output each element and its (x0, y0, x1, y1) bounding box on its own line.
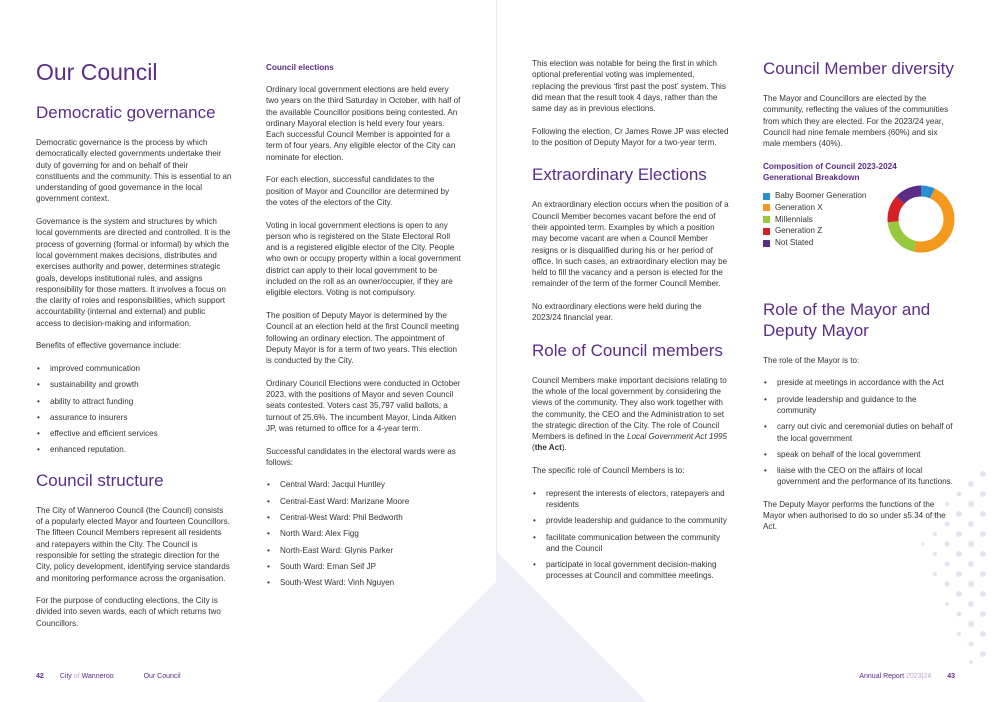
mayor-intro: The role of the Mayor is to: (763, 355, 860, 365)
extraordinary-paragraph-2: No extraordinary elections were held during the 2023/24 financial year. (532, 302, 702, 323)
deputy-election-paragraph: Following the election, Cr James Rowe JP was elected to the position of Deputy Mayor for a two-year term. (532, 126, 729, 148)
left-footer (36, 672, 181, 681)
benefits-list (36, 363, 232, 456)
donut-chart (885, 183, 957, 255)
elections-paragraph-2: For each election, successful candidates to the position of Mayor and Councillor are determined by the votes of the electors of the City. (266, 175, 450, 207)
council-roles-list (532, 488, 729, 582)
list-item: • provide leadership and guidance to the community (532, 515, 729, 526)
right-footer (859, 672, 955, 681)
column-1 (36, 56, 232, 640)
list-item: • represent the interests of electors, ratepayers and residents (532, 488, 729, 511)
act-short-name: the Act (534, 443, 562, 453)
list-item: • assurance to insurers (36, 412, 232, 423)
right-page (497, 0, 993, 702)
role-text: Council Members make important decisions relating to the whole of the local government by considering the views of the community. They also work together with the community, the CEO and the Administration to set the strategic direction of the City. The role of Council Members is defined in the (532, 375, 727, 442)
list-item: • effective and efficient services (36, 428, 232, 439)
chart-subtitle: Generational Breakdown (763, 172, 860, 182)
generational-chart (763, 191, 957, 273)
list-item: • Central Ward: Jacqui Huntley (266, 479, 462, 490)
list-item: • preside at meetings in accordance with the Act (763, 377, 957, 388)
elections-paragraph-6: Successful candidates in the electoral wards were as follows: (266, 446, 456, 467)
elections-paragraph-4: The position of Deputy Mayor is determined by the Council at an election held at the first Council meeting following an ordinary election. The appointment of Deputy Mayor is for a term of two years. This election is conducted by the City. (266, 310, 460, 366)
list-item: • Central-East Ward: Marizane Moore (266, 496, 462, 507)
column-2 (266, 60, 462, 599)
legend-label: Not Stated (775, 238, 814, 248)
legend-swatch (763, 216, 770, 223)
brand-city: City (59, 673, 72, 680)
brand-name: Wanneroo (81, 673, 114, 680)
role-paragraph-1 (532, 375, 729, 454)
list-item: • liaise with the CEO on the affairs of local government and the performance of its functions. (763, 465, 957, 488)
role-text-open: ( (532, 443, 535, 453)
legend-label: Generation X (775, 202, 823, 212)
list-item: • improved communication (36, 363, 232, 374)
page-number: 42 (36, 673, 44, 680)
legend-label: Generation Z (775, 226, 823, 236)
chart-title (763, 161, 957, 183)
list-item: • South Ward: Eman Seif JP (266, 561, 462, 572)
election-note-paragraph: This election was notable for being the first in which optional preferential voting was implemented, replacing the previous ‘first past the post’ system. This did mean that the result took 4 days, rather than the same day as in previous elections. (532, 59, 726, 114)
page-number: 43 (947, 673, 955, 680)
list-item: • enhanced reputation. (36, 444, 232, 455)
democratic-paragraph-1: Democratic governance is the process by which democratically elected governments undertake their duty of governing for and on behalf of their constituents and the community. This is essential to an understanding of good governance in the local government context. (36, 138, 232, 204)
list-item: • provide leadership and guidance to the community (763, 394, 957, 417)
list-item: • North-East Ward: Glynis Parker (266, 545, 462, 556)
legend-swatch (763, 204, 770, 211)
structure-paragraph-1: The City of Wanneroo Council (the Council) consists of a popularly elected Mayor and fourteen Councillors. The fifteen Council Members represent all residents and ratepayers within the City. The Council is responsible for setting the strategic direction for the City, policy development, identifying service standards and monitoring performance across the organisation. (36, 505, 230, 583)
list-item: • participate in local government decision-making processes at Council and committee meetings. (532, 559, 729, 582)
council-elections-heading: Council elections (266, 63, 334, 72)
list-item: • sustainability and growth (36, 379, 232, 390)
democratic-governance-heading: Democratic governance (36, 103, 216, 122)
legend-label: Baby Boomer Generation (775, 190, 867, 200)
list-item: • South-West Ward: Vinh Nguyen (266, 577, 462, 588)
extraordinary-elections-heading: Extraordinary Elections (532, 165, 707, 185)
legend-swatch (763, 193, 770, 200)
democratic-paragraph-2: Governance is the system and structures by which local governments are directed and controlled. It is the process of governing (formal or informal) by which the local government makes decisions, distributes and exercises authority and power, determines strategic goals, develops institutional rules, and assigns responsibility for those matters. It involves a focus on the clarity of roles and responsibilities, which support accountability (internal and external) and public access to decision-making and information. (36, 217, 231, 328)
list-item: • ability to attract funding (36, 396, 232, 407)
deputy-mayor-paragraph: The Deputy Mayor performs the functions of the Mayor when authorised to do so under s5.34 of the Act. (763, 499, 946, 532)
report-year: 2023|24 (906, 673, 932, 680)
list-item: • carry out civic and ceremonial duties on behalf of the local government (763, 421, 957, 444)
council-structure-heading: Council structure (36, 470, 164, 490)
list-item: • North Ward: Alex Figg (266, 528, 462, 539)
brand-of: of (73, 673, 80, 680)
diversity-paragraph: The Mayor and Councillors are elected by the community, reflecting the values of the communities from which they are elected. For the 2023/24 year, Council had nine female members (60%) and six male members (40%). (763, 94, 949, 149)
footer-section: Our Council (143, 673, 181, 680)
role-text-close: ). (561, 443, 567, 453)
column-4 (763, 56, 957, 544)
elections-paragraph-3: Voting in local government elections is open to any person who is registered on the State Electoral Roll and is a registered eligible elector of the City. People who own or occupy property within a local government district can apply to their local government to be included on the roll as an owner/occupier, if they are eligible electors. Voting is not compulsory. (266, 220, 461, 298)
structure-paragraph-2: For the purpose of conducting elections, the City is divided into seven wards, each of which returns two Councillors. (36, 596, 221, 628)
decorative-triangle (376, 582, 496, 702)
list-item: • facilitate communication between the community and the Council (532, 532, 729, 555)
legend-swatch (763, 228, 770, 235)
extraordinary-paragraph-1: An extraordinary election occurs when the position of a Council Member becomes vacant before the end of their appointed term. Examples by which a position may become vacant are when a Council Member resigns or is disqualified during his or her period of office. In such cases, an extraordinary election may be held to fill the vacancy and a person is elected for the remainder of the term of the former Council Member. (532, 200, 729, 289)
report-label: Annual Report (859, 673, 905, 680)
legend-label: Millennials (775, 214, 813, 224)
list-item: • Central-West Ward: Phil Bedworth (266, 512, 462, 523)
act-reference: Local Government Act 1995 (626, 432, 727, 442)
mayor-roles-list (763, 377, 957, 487)
mayor-role-heading: Role of the Mayor and Deputy Mayor (763, 299, 931, 340)
benefits-intro: Benefits of effective governance include: (36, 341, 182, 351)
left-page (0, 0, 496, 702)
role-council-members-heading: Role of Council members (532, 340, 723, 360)
chart-title-text: Composition of Council 2023-2024 (763, 161, 897, 171)
wards-list (266, 479, 462, 588)
elections-paragraph-5: Ordinary Council Elections were conducted in October 2023, with the positions of Mayor and seven Council seats contested. Voters cast 35,797 valid ballots, a turnout of 25.6%. The incumbent Mayor, Linda Aitken JP, was returned to office for a 4-year term. (266, 378, 461, 433)
diversity-heading: Council Member diversity (763, 59, 954, 78)
list-item: • speak on behalf of the local government (763, 449, 957, 460)
column-3 (532, 58, 729, 593)
legend-swatch (763, 240, 770, 247)
role-paragraph-2: The specific role of Council Members is to: (532, 466, 685, 476)
elections-paragraph-1: Ordinary local government elections are held every two years on the third Saturday in October, with half of the available Councillor positions being contested. An ordinary Mayoral election is held every four years. Each successful Council Member is appointed for a term of four years. Any eligible elector of the City can nominate for election. (266, 85, 461, 162)
page-title: Our Council (36, 59, 158, 85)
